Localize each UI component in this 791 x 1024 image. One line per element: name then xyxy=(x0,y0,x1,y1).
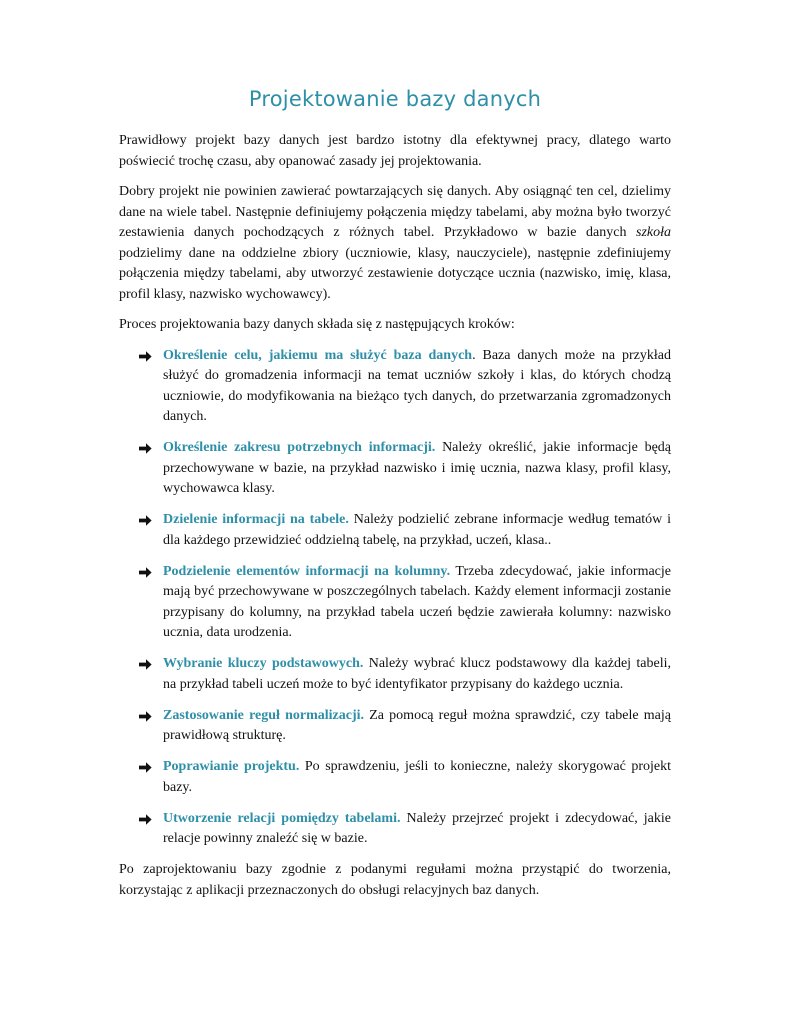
step-description: Baza danych może na przykład służyć do gromadzenia informacji na temat uczniów szkoły i klas, do których chodzą uczniowie, do modyfikowania na bieżąco tych danych, do przetwarzania zgromadzonych danych. xyxy=(163,347,671,424)
list-item xyxy=(119,562,671,644)
arrow-right-icon xyxy=(139,562,155,582)
steps-list xyxy=(119,346,671,850)
arrow-right-icon xyxy=(139,510,155,530)
page-title: Projektowanie bazy danych xyxy=(248,87,542,111)
list-item xyxy=(119,654,671,695)
step-keyword: Określenie celu, jakiemu ma służyć baza danych xyxy=(163,347,473,363)
list-item xyxy=(119,706,671,747)
step-description: Należy wybrać klucz podstawowy dla każdej tabeli, na przykład tabeli uczeń może to być identyfikator przypisany do każdego ucznia. xyxy=(163,656,671,692)
example-text-end: podzielimy dane na oddzielne zbiory (uczniowie, klasy, nauczyciele), następnie zdefiniujemy połączenia między tabelami, aby utworzyć zestawienie dotyczące ucznia (nazwisko, imię, klasa, profil klasy, nazwisko wychowawcy). xyxy=(119,245,671,302)
step-keyword: Dzielenie informacji na tabele. xyxy=(163,512,349,527)
arrow-right-icon xyxy=(139,438,155,458)
process-intro-paragraph: Proces projektowania bazy danych składa się z następujących kroków: xyxy=(119,317,515,332)
step-keyword: Utworzenie relacji pomiędzy tabelami. xyxy=(163,810,401,826)
list-item xyxy=(119,438,671,500)
arrow-right-icon xyxy=(139,757,155,777)
step-keyword-punct: . xyxy=(472,347,476,363)
list-item xyxy=(119,757,671,798)
step-keyword: Zastosowanie reguł normalizacji. xyxy=(163,707,365,723)
list-item xyxy=(119,346,671,428)
example-text-start: Dobry projekt nie powinien zawierać powtarzających się danych. Aby osiągnąć ten cel, dzielimy dane na wiele tabel. Następnie definiujemy połączenia między tabelami, aby można było tworzyć zestawienia danych pochodzących z różnych tabel. Przykładowo w bazie danych xyxy=(119,184,671,240)
document-page xyxy=(119,84,671,911)
step-description: Po sprawdzeniu, jeśli to konieczne, należy skorygować projekt bazy. xyxy=(163,759,671,795)
arrow-right-icon xyxy=(139,809,155,829)
step-description: Należy przejrzeć projekt i zdecydować, jakie relacje powinny znaleźć się w bazie. xyxy=(163,810,671,846)
list-item xyxy=(119,809,671,850)
step-keyword: Wybranie kluczy podstawowych. xyxy=(163,656,364,671)
step-description: Należy podzielić zebrane informacje według tematów i dla każdego przewidzieć oddzielną tabelę, na przykład, uczeń, klasa.. xyxy=(163,512,671,548)
step-description: Należy określić, jakie informacje będą przechowywane w bazie, na przykład nazwisko i imię ucznia, nazwa klasy, profil klasy, wychowawca klasy. xyxy=(163,440,672,496)
step-keyword: Podzielenie elementów informacji na kolumny. xyxy=(163,563,451,579)
arrow-right-icon xyxy=(139,346,155,366)
list-item xyxy=(119,510,671,551)
example-paragraph xyxy=(119,182,671,305)
step-description: Trzeba zdecydować, jakie informacje mają być przechowywane w poszczególnych tabelach. Każdy element informacji zostanie przypisany do kolumny, na przykład tabela uczeń będzie zawierała kolumny: nazwisko ucznia, data urodzenia. xyxy=(163,563,671,640)
example-italic-word: szkoła xyxy=(636,225,671,240)
intro-paragraph: Prawidłowy projekt bazy danych jest bardzo istotny dla efektywnej pracy, dlatego warto poświecić trochę czasu, aby opanować zasady jej projektowania. xyxy=(119,133,671,169)
step-description: Za pomocą reguł można sprawdzić, czy tabele mają prawidłową strukturę. xyxy=(163,707,671,743)
arrow-right-icon xyxy=(139,654,155,674)
step-keyword: Poprawianie projektu. xyxy=(163,759,300,774)
arrow-right-icon xyxy=(139,706,155,726)
conclusion-paragraph: Po zaprojektowaniu bazy zgodnie z podanymi regułami można przystąpić do tworzenia, korzystając z aplikacji przeznaczonych do obsługi relacyjnych baz danych. xyxy=(119,862,671,898)
step-keyword: Określenie zakresu potrzebnych informacji. xyxy=(163,440,436,455)
